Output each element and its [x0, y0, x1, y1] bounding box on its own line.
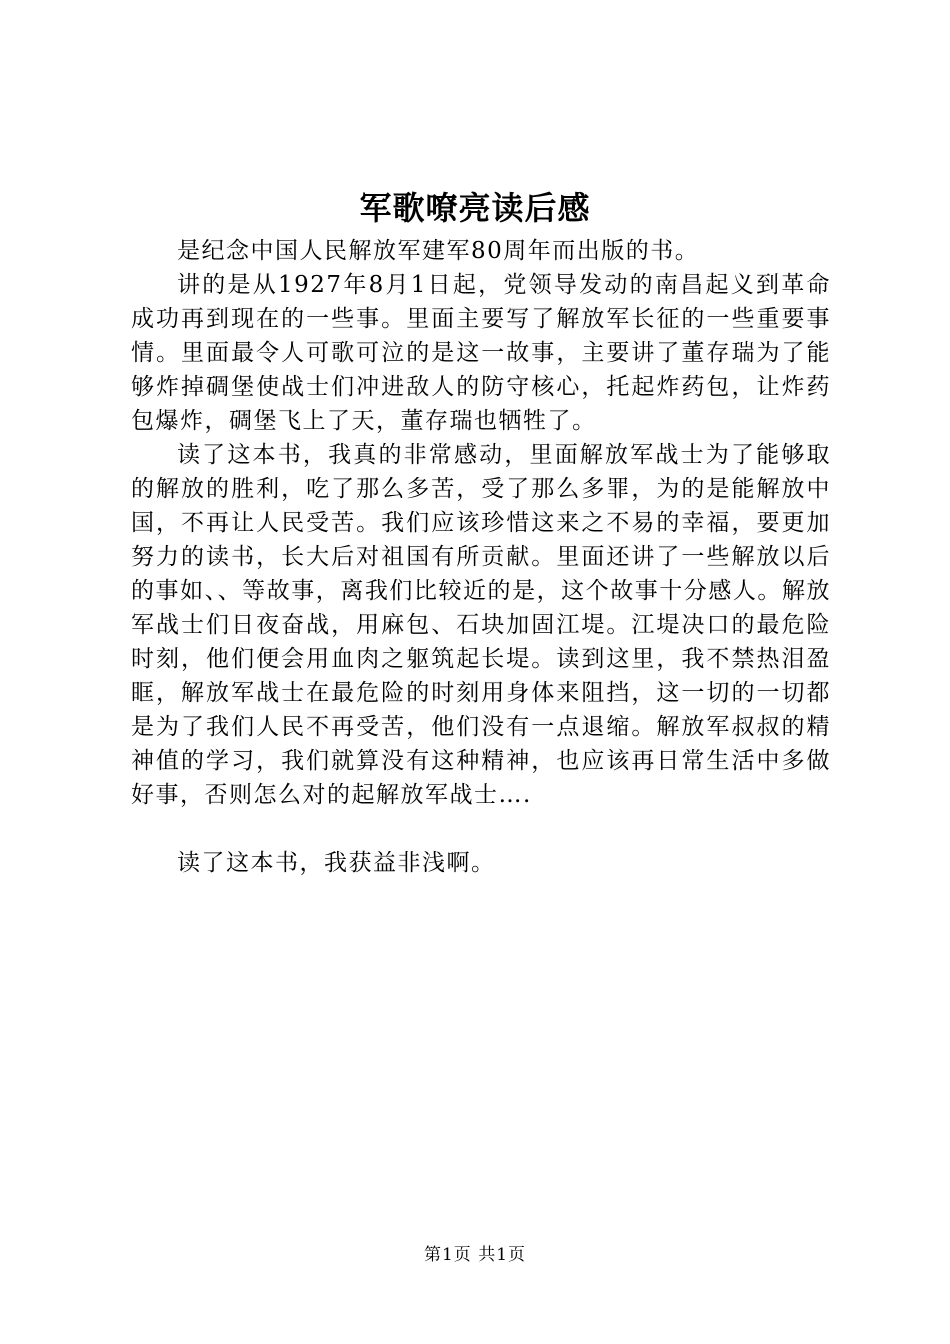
paragraph-3: 读了这本书，我真的非常感动，里面解放军战士为了能够取的解放的胜利，吃了那么多苦，受了那么多罪，为的是能解放中国，不再让人民受苦。我们应该珍惜这来之不易的幸福，要更加努力的读书，长大后对祖国有所贡献。里面还讲了一些解放以后的事如、、等故事，离我们比较近的是，这个故事十分感人。解放军战士们日夜奋战，用麻包、石块加固江堤。江堤决口的最危险时刻，他们便会用血肉之躯筑起长堤。读到这里，我不禁热泪盈眶，解放军战士在最危险的时刻用身体来阻挡，这一切的一切都是为了我们人民不再受苦，他们没有一点退缩。解放军叔叔的精神值的学习，我们就算没有这种精神，也应该再日常生活中多做好事，否则怎么对的起解放军战士….: [131, 442, 831, 808]
document-title: 军歌嘹亮读后感: [359, 189, 591, 227]
paragraph-2: 讲的是从1927年8月1日起，党领导发动的南昌起义到革命成功再到现在的一些事。里面主要写了解放军长征的一些重要事情。里面最令人可歌可泣的是这一故事，主要讲了董存瑞为了能够炸掉碉堡使战士们冲进敌人的防守核心，托起炸药包，让炸药包爆炸，碉堡飞上了天，董存瑞也牺牲了。: [131, 272, 831, 434]
document-body: [131, 234, 831, 880]
paragraph-1: 是纪念中国人民解放军建军80周年而出版的书。: [177, 238, 700, 264]
paragraph-4: 读了这本书，我获益非浅啊。: [177, 850, 496, 876]
page-footer: 第1页 共1页: [423, 1245, 527, 1265]
